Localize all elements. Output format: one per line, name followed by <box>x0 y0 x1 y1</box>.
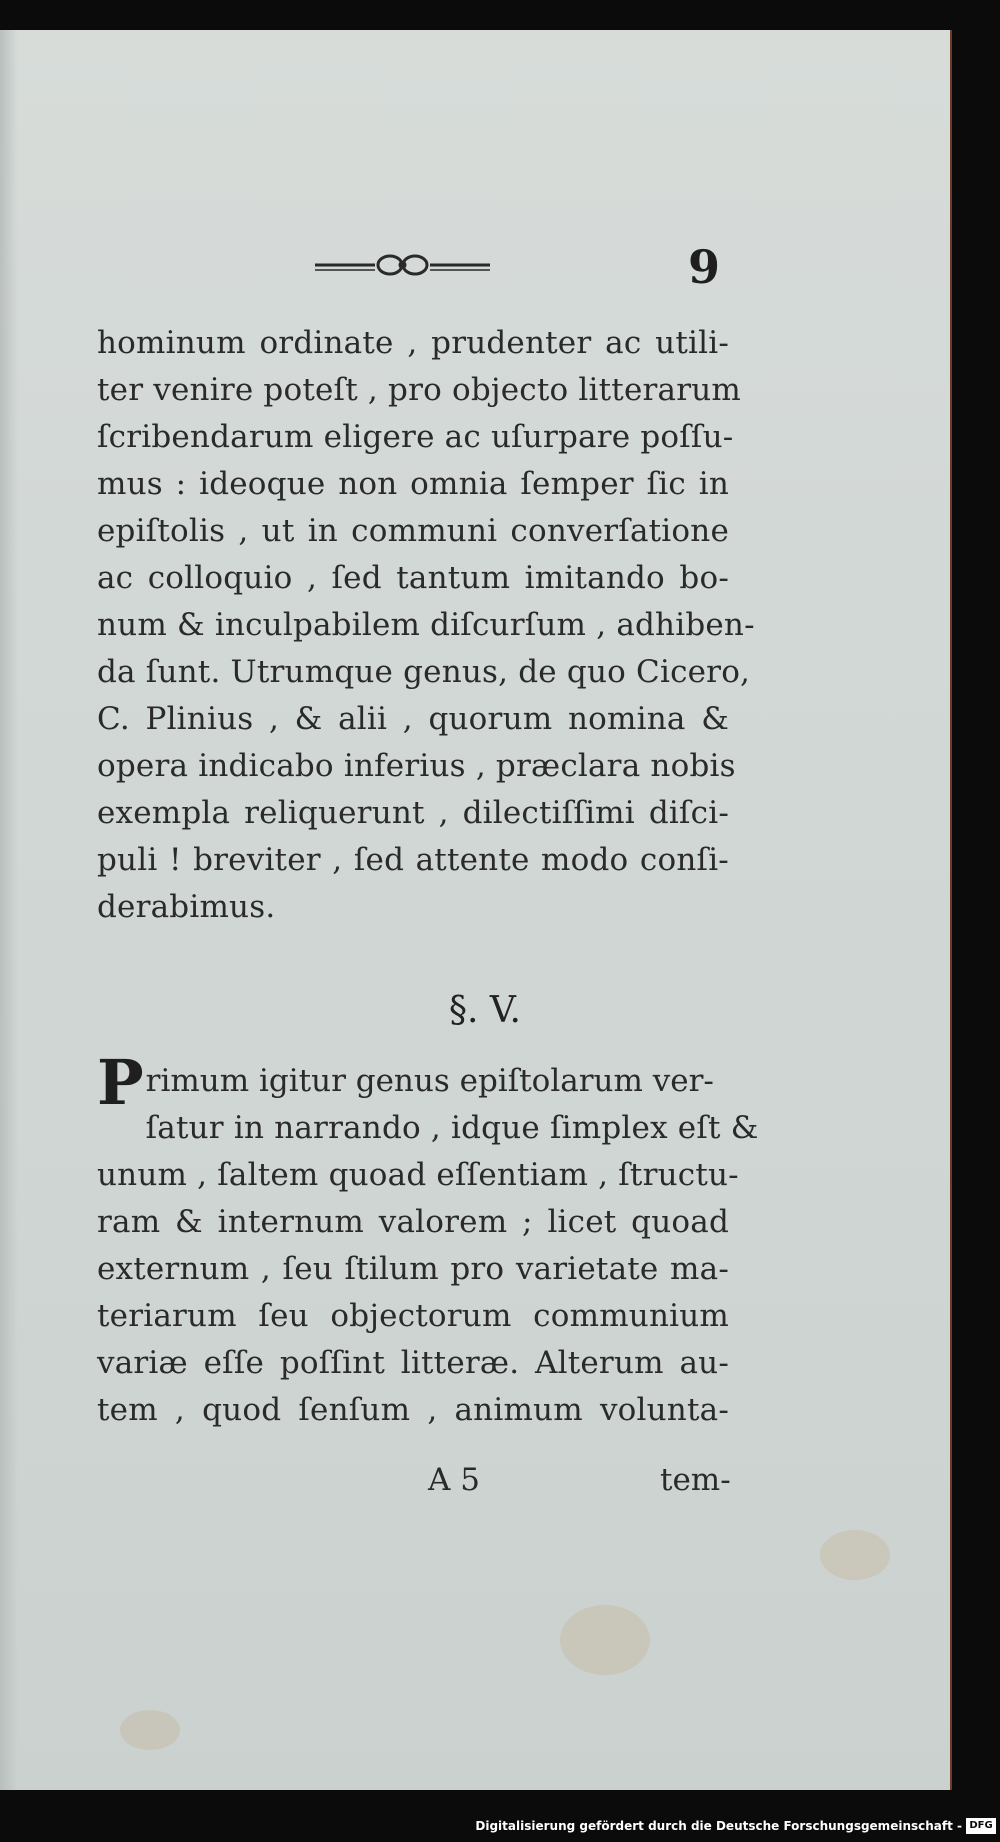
first-line-text: rimum igitur genus epiſtolarum ver- <box>145 1063 714 1099</box>
text-line: teriarum ſeu objectorum communium <box>97 1298 729 1334</box>
paper-stain <box>820 1530 890 1580</box>
text-line: ram & internum valorem ; licet quoad <box>97 1204 729 1240</box>
text-line: C. Plinius , & alii , quorum nomina & <box>97 701 729 737</box>
text-line: mus : ideoque non omnia ſemper ſic in <box>97 466 729 502</box>
page-footer <box>0 1462 950 1502</box>
text-line: tem , quod ſenſum , animum volunta- <box>97 1392 729 1428</box>
text-line: unum , ſaltem quoad eſſentiam , ſtructu- <box>97 1157 739 1193</box>
attribution-bar <box>0 1802 1000 1842</box>
page-header <box>0 240 950 294</box>
text-line: variæ eſſe poſſint litteræ. Alterum au- <box>97 1345 729 1381</box>
ornament-icon <box>315 252 490 278</box>
text-line-first <box>97 1046 729 1119</box>
section-heading <box>0 990 950 1031</box>
page-number: 9 <box>688 240 721 294</box>
catchword: tem- <box>660 1462 731 1498</box>
text-line: ter venire poteſt , pro objecto litterarum <box>97 372 741 408</box>
paragraph-2 <box>97 1046 759 1434</box>
signature-mark: A 5 <box>428 1462 480 1498</box>
text-line: puli ! breviter , ſed attente modo conſi- <box>97 842 729 878</box>
text-line: hominum ordinate , prudenter ac utili- <box>97 325 729 361</box>
text-line: ſcribendarum eligere ac uſurpare poſſu- <box>97 419 734 455</box>
text-line: ſatur in narrando , idque ſimplex eſt & <box>145 1110 759 1146</box>
section-heading-text: §. V. <box>448 990 522 1031</box>
attribution-text: Digitalisierung gefördert durch die Deutsche Forschungsgemeinschaft - <box>475 1819 962 1833</box>
text-line: da ſunt. Utrumque genus, de quo Cicero, <box>97 654 751 690</box>
dfg-logo-icon: DFG <box>966 1818 996 1834</box>
text-line: derabimus. <box>97 889 276 925</box>
drop-cap: P <box>97 1046 144 1119</box>
paper-stain <box>120 1710 180 1750</box>
text-line: epiſtolis , ut in communi converſatione <box>97 513 729 549</box>
text-line: exempla reliquerunt , dilectiſſimi diſci- <box>97 795 729 831</box>
paper-stain <box>560 1605 650 1675</box>
text-line: externum , ſeu ſtilum pro varietate ma- <box>97 1251 729 1287</box>
text-line: num & inculpabilem diſcurſum , adhiben- <box>97 607 755 643</box>
paragraph-1 <box>97 320 755 931</box>
text-line: ac colloquio , ſed tantum imitando bo- <box>97 560 729 596</box>
book-page <box>0 30 952 1790</box>
text-line: opera indicabo inferius , præclara nobis <box>97 748 736 784</box>
